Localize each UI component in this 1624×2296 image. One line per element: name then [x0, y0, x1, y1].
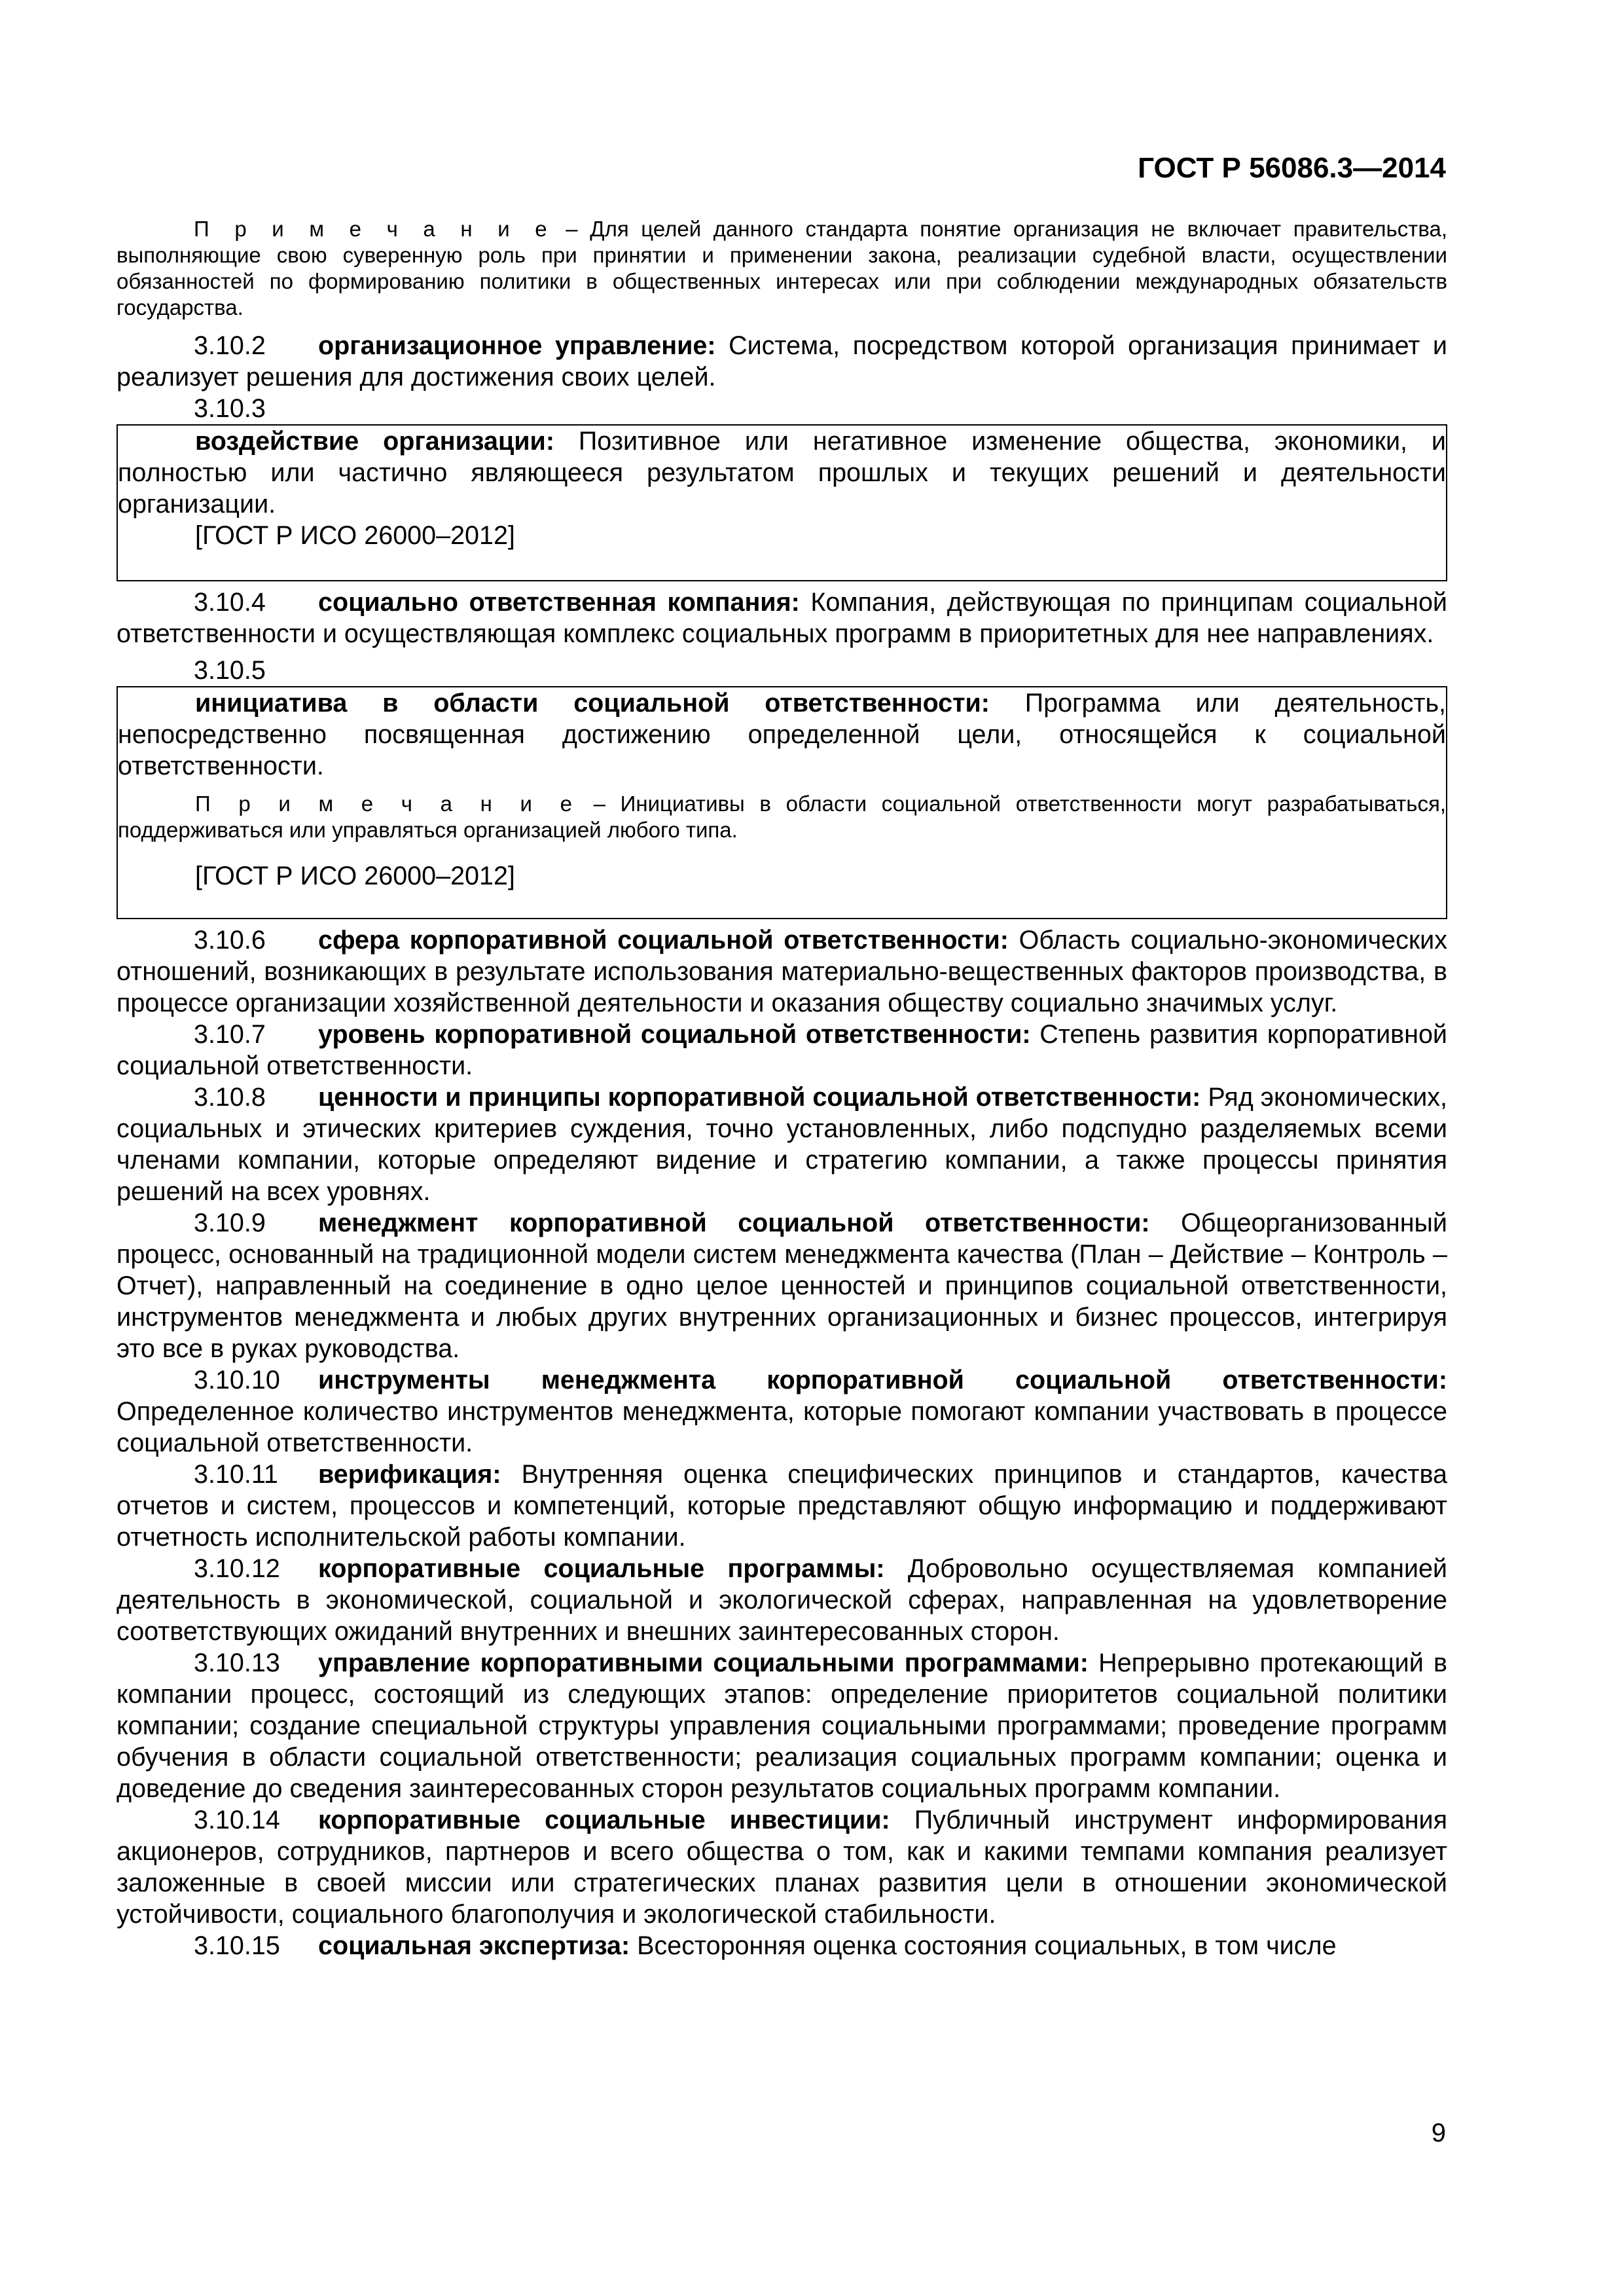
clause-text: Ряд экономических, социальных и этических критериев суждения, точно установленных, либо подспудно разделяемых всеми членами компании, которые определяют видение и стратегию компании, а также процессы принятия решений на всех уровнях. — [117, 1083, 1448, 1206]
clause-text: Степень развития корпоративной социальной ответственности. — [117, 1020, 1447, 1080]
clause-3-10-3 — [118, 426, 1446, 520]
clause-text: Публичный инструмент информирования акционеров, сотрудников, партнеров и всего общества о том, как и какими темпами компания реализует заложенные в своей миссии или стратегических планах развития цели в отношении экономической устойчивости, социального благополучия и экологической стабильности. — [117, 1806, 1447, 1929]
clause-term: социальная экспертиза: — [318, 1931, 630, 1960]
clause-number: 3.10.4 — [194, 588, 266, 617]
clause-3-10-10 — [117, 1364, 1447, 1459]
clause-term: воздействие организации: — [195, 427, 554, 456]
clause-3-10-4 — [117, 587, 1447, 649]
clause-number: 3.10.13 — [194, 1649, 280, 1677]
clause-3-10-15 — [117, 1930, 1447, 1961]
clause-number: 3.10.14 — [194, 1806, 280, 1834]
clause-term: инициатива в области социальной ответственности: — [195, 689, 990, 718]
clause-term: организационное управление: — [318, 331, 716, 360]
clause-term: управление корпоративными социальными программами: — [318, 1649, 1089, 1677]
clause-term: сфера корпоративной социальной ответственности: — [318, 926, 1009, 955]
document-header: ГОСТ Р 56086.3—2014 — [1138, 152, 1446, 184]
clause-text: Определенное количество инструментов менеджмента, которые помогают компании участвовать в процессе социальной ответственности. — [117, 1397, 1447, 1457]
clause-3-10-13 — [117, 1647, 1447, 1804]
clause-number: 3.10.11 — [194, 1460, 278, 1489]
source-reference: [ГОСТ Р ИСО 26000–2012] — [195, 521, 515, 550]
clause-3-10-8 — [117, 1082, 1447, 1207]
clause-term: верификация: — [318, 1460, 501, 1489]
clause-number: 3.10.15 — [194, 1931, 280, 1960]
clause-3-10-14 — [117, 1804, 1447, 1930]
page-number: 9 — [1431, 2119, 1446, 2147]
clause-term: социально ответственная компания: — [318, 588, 800, 617]
source-reference: [ГОСТ Р ИСО 26000–2012] — [195, 862, 515, 890]
clause-number: 3.10.7 — [194, 1020, 266, 1049]
clause-3-10-11 — [117, 1459, 1447, 1553]
note-initiative — [118, 791, 1446, 843]
note-organization — [117, 216, 1447, 321]
clause-3-10-12 — [117, 1553, 1447, 1647]
clause-number: 3.10.10 — [194, 1366, 280, 1394]
clause-term: корпоративные социальные инвестиции: — [318, 1806, 890, 1834]
clause-number: 3.10.8 — [194, 1083, 266, 1112]
clause-3-10-7 — [117, 1019, 1447, 1082]
clause-number: 3.10.6 — [194, 926, 266, 955]
clause-3-10-2 — [117, 330, 1447, 393]
document-body — [117, 216, 1447, 1961]
clause-text: Позитивное или негативное изменение общества, экономики, и полностью или частично являющееся результатом прошлых и текущих решений и деятельности организации. — [118, 427, 1446, 519]
clause-text: Добровольно осуществляемая компанией деятельность в экономической, социальной и экологической сферах, направленная на удовлетворение соответствующих ожиданий внутренних и внешних заинтересованных сторон. — [117, 1554, 1447, 1646]
clause-text: Всесторонняя оценка состояния социальных, в том числе — [630, 1931, 1337, 1960]
clause-term: инструменты менеджмента корпоративной социальной ответственности: — [318, 1366, 1447, 1394]
clause-text: Система, посредством которой организация принимает и реализует решения для достижения своих целей. — [117, 331, 1447, 392]
clause-term: уровень корпоративной социальной ответственности: — [318, 1020, 1031, 1049]
quoted-definition-box-1 — [117, 424, 1447, 581]
clause-term: корпоративные социальные программы: — [318, 1554, 885, 1583]
note-label: П р и м е ч а н и е — [194, 217, 554, 241]
note-text: – Инициативы в области социальной ответственности могут разрабатываться, поддерживаться или управляться организацией любого типа. — [118, 792, 1447, 842]
clause-3-10-5-number: 3.10.5 — [194, 656, 266, 685]
clause-3-10-5 — [118, 687, 1446, 782]
clause-text: Компания, действующая по принципам социальной ответственности и осуществляющая комплекс социальных программ в приоритетных для нее направлениях. — [117, 588, 1447, 648]
clause-3-10-9 — [117, 1207, 1447, 1364]
clause-3-10-6 — [117, 924, 1447, 1019]
clause-term: ценности и принципы корпоративной социальной ответственности: — [318, 1083, 1201, 1112]
clause-text: Программа или деятельность, непосредственно посвященная достижению определенной цели, относящейся к социальной ответственности. — [118, 689, 1446, 780]
clause-text: Внутренняя оценка специфических принципов и стандартов, качества отчетов и систем, процессов и компетенций, которые представляют общую информацию и поддерживают отчетность исполнительской работы компании. — [117, 1460, 1447, 1552]
clause-text: Непрерывно протекающий в компании процесс, состоящий из следующих этапов: определение приоритетов социальной политики компании; создание специальной структуры управления социальными программами; проведение программ обучения в области социальной ответственности; реализация социальных программ компании; оценка и доведение до сведения заинтересованных сторон результатов социальных программ компании. — [117, 1649, 1448, 1803]
clause-3-10-3-number: 3.10.3 — [194, 394, 266, 423]
clause-text: Общеорганизованный процесс, основанный на традиционной модели систем менеджмента качества (План – Действие – Контроль – Отчет), направленный на соединение в одно целое ценностей и принципов социальной ответственности, инструментов менеджмента и любых других внутренних организационных и бизнес процессов, интегрируя это все в руках руководства. — [117, 1209, 1447, 1363]
clause-text: Область социально-экономических отношений, возникающих в результате использования материально-вещественных факторов производства, в процессе организации хозяйственной деятельности и оказания обществу социально значимых услуг. — [117, 926, 1447, 1017]
clause-number: 3.10.9 — [194, 1209, 266, 1237]
clause-number: 3.10.2 — [194, 331, 266, 360]
clause-term: менеджмент корпоративной социальной ответственности: — [318, 1209, 1150, 1237]
clause-number: 3.10.12 — [194, 1554, 280, 1583]
note-text: – Для целей данного стандарта понятие организация не включает правительства, выполняющие свою суверенную роль при принятии и применении закона, реализации судебной власти, осуществлении обязанностей по формированию политики в общественных интересах или при соблюдении международных обязательств государства. — [117, 217, 1448, 319]
quoted-definition-box-2 — [117, 686, 1447, 919]
note-label: П р и м е ч а н и е — [195, 792, 579, 816]
